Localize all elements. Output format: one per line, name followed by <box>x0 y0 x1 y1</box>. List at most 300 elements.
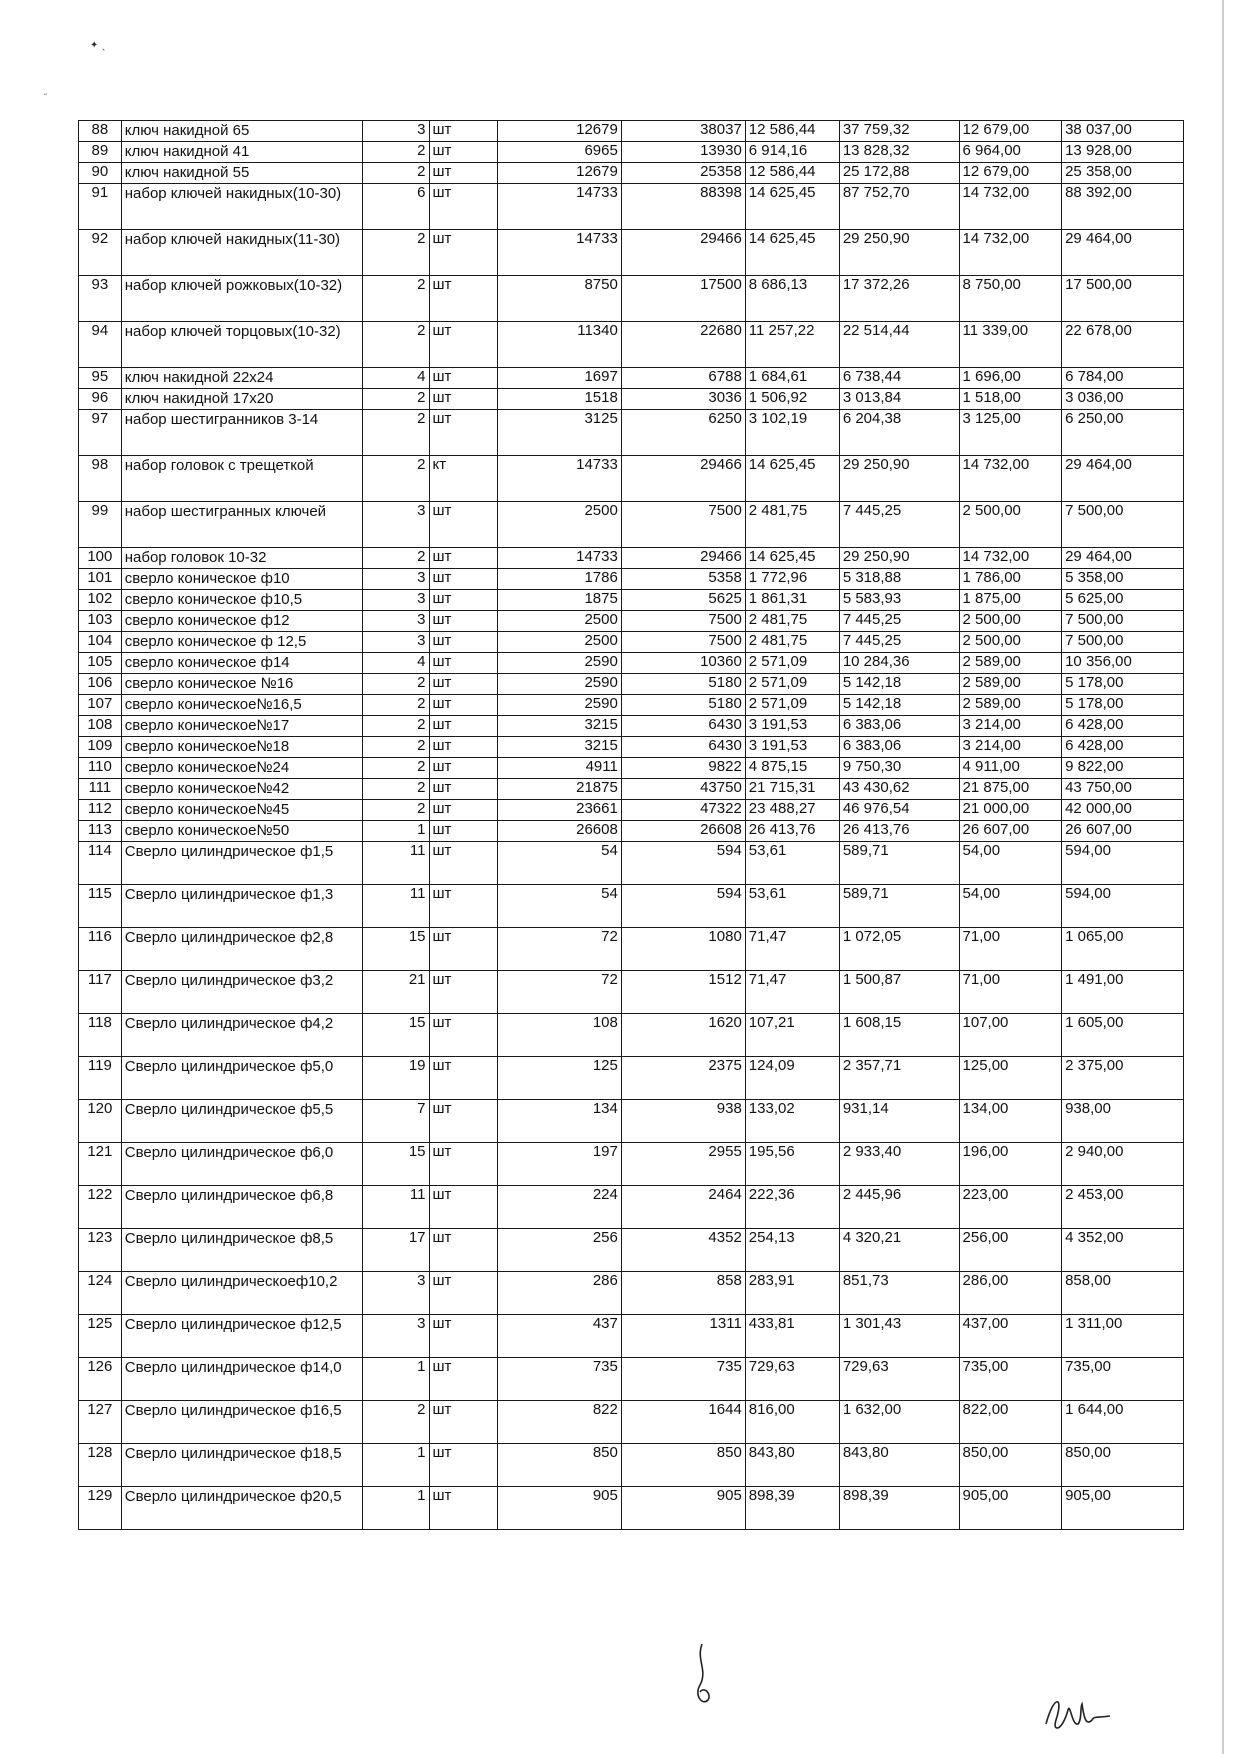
cell-price: 72 <box>497 971 621 1014</box>
cell-price-3: 2 589,00 <box>959 674 1062 695</box>
cell-sum-2: 13 828,32 <box>839 142 959 163</box>
cell-price: 4911 <box>497 758 621 779</box>
cell-price-2: 26 413,76 <box>745 821 839 842</box>
cell-price: 14733 <box>497 456 621 502</box>
cell-sum: 29466 <box>621 456 745 502</box>
cell-price-2: 53,61 <box>745 885 839 928</box>
cell-price: 905 <box>497 1487 621 1530</box>
cell-sum-3: 22 678,00 <box>1062 322 1184 368</box>
cell-sum-2: 2 357,71 <box>839 1057 959 1100</box>
cell-sum-2: 1 632,00 <box>839 1401 959 1444</box>
cell-unit: шт <box>429 779 497 800</box>
cell-sum-2: 5 318,88 <box>839 569 959 590</box>
cell-name: сверло коническое№17 <box>121 716 363 737</box>
cell-price-3: 4 911,00 <box>959 758 1062 779</box>
cell-price-2: 254,13 <box>745 1229 839 1272</box>
cell-number: 112 <box>79 800 122 821</box>
cell-price: 23661 <box>497 800 621 821</box>
cell-price: 256 <box>497 1229 621 1272</box>
cell-price: 11340 <box>497 322 621 368</box>
cell-quantity: 3 <box>363 502 429 548</box>
cell-quantity: 1 <box>363 1358 429 1401</box>
cell-price-3: 850,00 <box>959 1444 1062 1487</box>
table-row <box>79 716 1184 737</box>
cell-price-2: 6 914,16 <box>745 142 839 163</box>
cell-price: 822 <box>497 1401 621 1444</box>
cell-name: Сверло цилиндрическое ф1,5 <box>121 842 363 885</box>
cell-sum-3: 7 500,00 <box>1062 502 1184 548</box>
cell-price: 2590 <box>497 674 621 695</box>
table-row <box>79 1143 1184 1186</box>
cell-price-3: 21 875,00 <box>959 779 1062 800</box>
cell-price-2: 2 571,09 <box>745 695 839 716</box>
cell-sum: 25358 <box>621 163 745 184</box>
cell-price: 1518 <box>497 389 621 410</box>
cell-quantity: 2 <box>363 800 429 821</box>
cell-price-2: 1 506,92 <box>745 389 839 410</box>
cell-number: 103 <box>79 611 122 632</box>
cell-name: сверло коническое №16 <box>121 674 363 695</box>
cell-sum-2: 3 013,84 <box>839 389 959 410</box>
cell-sum: 735 <box>621 1358 745 1401</box>
cell-unit: шт <box>429 184 497 230</box>
cell-sum-3: 1 605,00 <box>1062 1014 1184 1057</box>
cell-price-2: 21 715,31 <box>745 779 839 800</box>
cell-price-3: 822,00 <box>959 1401 1062 1444</box>
cell-number: 99 <box>79 502 122 548</box>
cell-sum-3: 1 065,00 <box>1062 928 1184 971</box>
cell-price-2: 222,36 <box>745 1186 839 1229</box>
cell-price-2: 1 772,96 <box>745 569 839 590</box>
cell-price-2: 23 488,27 <box>745 800 839 821</box>
cell-unit: шт <box>429 1100 497 1143</box>
cell-sum-3: 38 037,00 <box>1062 121 1184 142</box>
cell-sum-2: 4 320,21 <box>839 1229 959 1272</box>
cell-price-3: 1 696,00 <box>959 368 1062 389</box>
cell-price-3: 286,00 <box>959 1272 1062 1315</box>
cell-sum: 905 <box>621 1487 745 1530</box>
cell-sum-2: 5 583,93 <box>839 590 959 611</box>
cell-unit: шт <box>429 1143 497 1186</box>
cell-quantity: 11 <box>363 842 429 885</box>
cell-price-2: 3 102,19 <box>745 410 839 456</box>
cell-price: 286 <box>497 1272 621 1315</box>
cell-name: ключ накидной 22х24 <box>121 368 363 389</box>
cell-number: 92 <box>79 230 122 276</box>
cell-quantity: 2 <box>363 142 429 163</box>
cell-number: 125 <box>79 1315 122 1358</box>
cell-number: 124 <box>79 1272 122 1315</box>
cell-number: 115 <box>79 885 122 928</box>
cell-sum: 26608 <box>621 821 745 842</box>
cell-sum: 4352 <box>621 1229 745 1272</box>
cell-price-3: 2 589,00 <box>959 653 1062 674</box>
cell-quantity: 2 <box>363 456 429 502</box>
cell-price-3: 1 786,00 <box>959 569 1062 590</box>
cell-sum-3: 10 356,00 <box>1062 653 1184 674</box>
cell-price: 3215 <box>497 737 621 758</box>
cell-name: Сверло цилиндрическое ф3,2 <box>121 971 363 1014</box>
cell-sum-2: 1 301,43 <box>839 1315 959 1358</box>
cell-sum-3: 1 311,00 <box>1062 1315 1184 1358</box>
cell-sum-3: 735,00 <box>1062 1358 1184 1401</box>
scan-specks: ✦ ˎ <box>90 40 107 51</box>
cell-price-3: 21 000,00 <box>959 800 1062 821</box>
cell-price-3: 223,00 <box>959 1186 1062 1229</box>
cell-price-2: 843,80 <box>745 1444 839 1487</box>
cell-unit: шт <box>429 590 497 611</box>
cell-quantity: 2 <box>363 276 429 322</box>
cell-unit: шт <box>429 971 497 1014</box>
cell-number: 128 <box>79 1444 122 1487</box>
cell-sum: 47322 <box>621 800 745 821</box>
cell-sum-2: 1 072,05 <box>839 928 959 971</box>
cell-price-3: 2 500,00 <box>959 632 1062 653</box>
cell-price-2: 133,02 <box>745 1100 839 1143</box>
cell-sum-3: 850,00 <box>1062 1444 1184 1487</box>
cell-unit: шт <box>429 928 497 971</box>
cell-sum: 6430 <box>621 716 745 737</box>
cell-sum: 5180 <box>621 695 745 716</box>
cell-sum-3: 88 392,00 <box>1062 184 1184 230</box>
signature-mark <box>688 1640 718 1720</box>
cell-sum: 1311 <box>621 1315 745 1358</box>
cell-number: 95 <box>79 368 122 389</box>
cell-price: 2500 <box>497 632 621 653</box>
cell-sum: 5625 <box>621 590 745 611</box>
cell-sum-2: 589,71 <box>839 885 959 928</box>
cell-unit: шт <box>429 842 497 885</box>
cell-quantity: 4 <box>363 368 429 389</box>
cell-sum-2: 7 445,25 <box>839 502 959 548</box>
cell-sum-2: 7 445,25 <box>839 611 959 632</box>
cell-quantity: 1 <box>363 1444 429 1487</box>
cell-unit: шт <box>429 1315 497 1358</box>
cell-sum-2: 22 514,44 <box>839 322 959 368</box>
cell-unit: шт <box>429 1358 497 1401</box>
cell-name: Сверло цилиндрическое ф2,8 <box>121 928 363 971</box>
cell-sum-3: 938,00 <box>1062 1100 1184 1143</box>
cell-sum-2: 851,73 <box>839 1272 959 1315</box>
cell-quantity: 19 <box>363 1057 429 1100</box>
cell-sum-3: 4 352,00 <box>1062 1229 1184 1272</box>
cell-name: сверло коническое№45 <box>121 800 363 821</box>
cell-price: 1875 <box>497 590 621 611</box>
cell-price: 2500 <box>497 611 621 632</box>
cell-sum-3: 6 784,00 <box>1062 368 1184 389</box>
cell-quantity: 2 <box>363 322 429 368</box>
cell-price-2: 3 191,53 <box>745 716 839 737</box>
cell-price-3: 125,00 <box>959 1057 1062 1100</box>
table-row <box>79 611 1184 632</box>
table-row <box>79 410 1184 456</box>
cell-unit: шт <box>429 548 497 569</box>
cell-number: 98 <box>79 456 122 502</box>
table-row <box>79 1487 1184 1530</box>
cell-unit: шт <box>429 368 497 389</box>
cell-price-2: 1 861,31 <box>745 590 839 611</box>
cell-sum-3: 6 250,00 <box>1062 410 1184 456</box>
cell-name: Сверло цилиндрическое ф6,0 <box>121 1143 363 1186</box>
cell-sum-2: 46 976,54 <box>839 800 959 821</box>
cell-price: 197 <box>497 1143 621 1186</box>
cell-sum: 10360 <box>621 653 745 674</box>
cell-quantity: 2 <box>363 779 429 800</box>
cell-sum-2: 87 752,70 <box>839 184 959 230</box>
cell-sum-3: 7 500,00 <box>1062 611 1184 632</box>
cell-name: сверло коническое№50 <box>121 821 363 842</box>
cell-sum: 29466 <box>621 230 745 276</box>
cell-number: 97 <box>79 410 122 456</box>
cell-quantity: 2 <box>363 410 429 456</box>
cell-price-3: 107,00 <box>959 1014 1062 1057</box>
cell-sum-2: 729,63 <box>839 1358 959 1401</box>
cell-number: 122 <box>79 1186 122 1229</box>
cell-sum-3: 42 000,00 <box>1062 800 1184 821</box>
cell-unit: шт <box>429 502 497 548</box>
cell-unit: шт <box>429 716 497 737</box>
cell-sum: 7500 <box>621 611 745 632</box>
cell-price: 26608 <box>497 821 621 842</box>
cell-price-2: 14 625,45 <box>745 184 839 230</box>
cell-quantity: 2 <box>363 716 429 737</box>
cell-unit: шт <box>429 758 497 779</box>
cell-price-2: 14 625,45 <box>745 456 839 502</box>
cell-unit: шт <box>429 1014 497 1057</box>
cell-sum: 594 <box>621 842 745 885</box>
cell-unit: шт <box>429 1487 497 1530</box>
cell-price-3: 26 607,00 <box>959 821 1062 842</box>
cell-price: 12679 <box>497 163 621 184</box>
cell-price-2: 12 586,44 <box>745 163 839 184</box>
cell-sum-3: 2 375,00 <box>1062 1057 1184 1100</box>
cell-price-3: 12 679,00 <box>959 121 1062 142</box>
cell-quantity: 15 <box>363 1014 429 1057</box>
cell-price: 224 <box>497 1186 621 1229</box>
cell-price: 850 <box>497 1444 621 1487</box>
cell-price-3: 6 964,00 <box>959 142 1062 163</box>
cell-price: 3125 <box>497 410 621 456</box>
cell-name: набор ключей торцовых(10-32) <box>121 322 363 368</box>
cell-name: Сверло цилиндрическое ф5,0 <box>121 1057 363 1100</box>
cell-number: 104 <box>79 632 122 653</box>
cell-price-2: 2 481,75 <box>745 632 839 653</box>
cell-sum-2: 898,39 <box>839 1487 959 1530</box>
cell-name: Сверло цилиндрическое ф5,5 <box>121 1100 363 1143</box>
cell-unit: шт <box>429 611 497 632</box>
cell-sum-3: 5 625,00 <box>1062 590 1184 611</box>
cell-unit: шт <box>429 569 497 590</box>
cell-price: 134 <box>497 1100 621 1143</box>
cell-quantity: 6 <box>363 184 429 230</box>
table-row <box>79 758 1184 779</box>
table-row <box>79 184 1184 230</box>
cell-quantity: 1 <box>363 1487 429 1530</box>
cell-sum: 2464 <box>621 1186 745 1229</box>
cell-number: 102 <box>79 590 122 611</box>
cell-price-2: 53,61 <box>745 842 839 885</box>
cell-name: сверло коническое№42 <box>121 779 363 800</box>
cell-price-3: 2 500,00 <box>959 502 1062 548</box>
cell-unit: шт <box>429 1186 497 1229</box>
cell-sum: 938 <box>621 1100 745 1143</box>
cell-price: 2590 <box>497 695 621 716</box>
cell-price-2: 4 875,15 <box>745 758 839 779</box>
cell-unit: шт <box>429 885 497 928</box>
cell-price: 14733 <box>497 548 621 569</box>
table-row <box>79 456 1184 502</box>
cell-price-2: 107,21 <box>745 1014 839 1057</box>
cell-price-3: 196,00 <box>959 1143 1062 1186</box>
cell-price-2: 124,09 <box>745 1057 839 1100</box>
cell-price-2: 2 571,09 <box>745 674 839 695</box>
table-row <box>79 928 1184 971</box>
cell-price-3: 256,00 <box>959 1229 1062 1272</box>
cell-unit: шт <box>429 121 497 142</box>
cell-price: 14733 <box>497 230 621 276</box>
cell-name: ключ накидной 55 <box>121 163 363 184</box>
cell-name: набор шестигранников 3-14 <box>121 410 363 456</box>
cell-price: 125 <box>497 1057 621 1100</box>
cell-number: 111 <box>79 779 122 800</box>
cell-name: Сверло цилиндрическое ф18,5 <box>121 1444 363 1487</box>
cell-price-2: 898,39 <box>745 1487 839 1530</box>
cell-sum-2: 43 430,62 <box>839 779 959 800</box>
cell-quantity: 2 <box>363 389 429 410</box>
cell-price-2: 3 191,53 <box>745 737 839 758</box>
cell-quantity: 4 <box>363 653 429 674</box>
cell-name: ключ накидной 65 <box>121 121 363 142</box>
table-row <box>79 695 1184 716</box>
cell-name: набор головок 10-32 <box>121 548 363 569</box>
cell-sum-3: 2 453,00 <box>1062 1186 1184 1229</box>
cell-sum: 6430 <box>621 737 745 758</box>
cell-quantity: 2 <box>363 548 429 569</box>
cell-sum-3: 25 358,00 <box>1062 163 1184 184</box>
table-row <box>79 1358 1184 1401</box>
cell-price-2: 11 257,22 <box>745 322 839 368</box>
cell-price-2: 12 586,44 <box>745 121 839 142</box>
cell-number: 109 <box>79 737 122 758</box>
cell-quantity: 3 <box>363 632 429 653</box>
cell-sum: 13930 <box>621 142 745 163</box>
cell-name: Сверло цилиндрическое ф1,3 <box>121 885 363 928</box>
cell-number: 89 <box>79 142 122 163</box>
cell-name: Сверло цилиндрическое ф16,5 <box>121 1401 363 1444</box>
cell-unit: шт <box>429 1057 497 1100</box>
scan-edge <box>1222 0 1224 1754</box>
cell-sum: 43750 <box>621 779 745 800</box>
cell-price: 735 <box>497 1358 621 1401</box>
cell-unit: шт <box>429 1444 497 1487</box>
cell-number: 105 <box>79 653 122 674</box>
cell-price-3: 3 214,00 <box>959 716 1062 737</box>
cell-sum-2: 29 250,90 <box>839 456 959 502</box>
cell-price: 1697 <box>497 368 621 389</box>
cell-name: сверло коническое ф 12,5 <box>121 632 363 653</box>
cell-sum-3: 6 428,00 <box>1062 716 1184 737</box>
cell-sum: 7500 <box>621 502 745 548</box>
cell-quantity: 2 <box>363 1401 429 1444</box>
cell-number: 96 <box>79 389 122 410</box>
cell-sum-2: 26 413,76 <box>839 821 959 842</box>
cell-price-3: 735,00 <box>959 1358 1062 1401</box>
cell-sum: 6250 <box>621 410 745 456</box>
table-row <box>79 548 1184 569</box>
cell-quantity: 1 <box>363 821 429 842</box>
cell-quantity: 15 <box>363 1143 429 1186</box>
cell-sum-2: 6 383,06 <box>839 716 959 737</box>
cell-price-3: 71,00 <box>959 928 1062 971</box>
signature-initials <box>1040 1690 1120 1740</box>
cell-price-3: 3 125,00 <box>959 410 1062 456</box>
cell-price: 54 <box>497 885 621 928</box>
table-row <box>79 737 1184 758</box>
table-row <box>79 1186 1184 1229</box>
cell-name: сверло коническое№16,5 <box>121 695 363 716</box>
cell-unit: шт <box>429 163 497 184</box>
cell-sum: 850 <box>621 1444 745 1487</box>
cell-price-3: 12 679,00 <box>959 163 1062 184</box>
cell-unit: шт <box>429 1229 497 1272</box>
cell-number: 110 <box>79 758 122 779</box>
cell-sum-3: 1 491,00 <box>1062 971 1184 1014</box>
table-row <box>79 502 1184 548</box>
cell-number: 116 <box>79 928 122 971</box>
cell-number: 107 <box>79 695 122 716</box>
cell-unit: шт <box>429 276 497 322</box>
cell-price: 72 <box>497 928 621 971</box>
cell-unit: шт <box>429 1272 497 1315</box>
cell-unit: шт <box>429 1401 497 1444</box>
cell-sum: 22680 <box>621 322 745 368</box>
cell-quantity: 15 <box>363 928 429 971</box>
cell-number: 94 <box>79 322 122 368</box>
cell-price-3: 54,00 <box>959 885 1062 928</box>
table-row <box>79 389 1184 410</box>
cell-price: 6965 <box>497 142 621 163</box>
cell-name: Сверло цилиндрическое ф20,5 <box>121 1487 363 1530</box>
table-row <box>79 779 1184 800</box>
cell-unit: шт <box>429 800 497 821</box>
cell-quantity: 3 <box>363 1272 429 1315</box>
cell-quantity: 3 <box>363 590 429 611</box>
cell-number: 91 <box>79 184 122 230</box>
cell-price: 1786 <box>497 569 621 590</box>
cell-sum-3: 5 178,00 <box>1062 674 1184 695</box>
scan-specks-small: ˶ <box>44 89 47 99</box>
cell-name: Сверло цилиндрическое ф6,8 <box>121 1186 363 1229</box>
cell-sum: 858 <box>621 1272 745 1315</box>
cell-quantity: 21 <box>363 971 429 1014</box>
cell-sum-2: 2 445,96 <box>839 1186 959 1229</box>
cell-sum-3: 43 750,00 <box>1062 779 1184 800</box>
cell-price-2: 14 625,45 <box>745 230 839 276</box>
cell-sum: 3036 <box>621 389 745 410</box>
cell-sum-3: 26 607,00 <box>1062 821 1184 842</box>
cell-price-3: 8 750,00 <box>959 276 1062 322</box>
cell-sum: 1080 <box>621 928 745 971</box>
cell-price-2: 283,91 <box>745 1272 839 1315</box>
cell-unit: шт <box>429 322 497 368</box>
cell-price: 437 <box>497 1315 621 1358</box>
cell-price-3: 2 589,00 <box>959 695 1062 716</box>
cell-name: сверло коническое ф10 <box>121 569 363 590</box>
table-row <box>79 590 1184 611</box>
cell-sum-3: 29 464,00 <box>1062 548 1184 569</box>
table-row <box>79 1444 1184 1487</box>
cell-number: 114 <box>79 842 122 885</box>
